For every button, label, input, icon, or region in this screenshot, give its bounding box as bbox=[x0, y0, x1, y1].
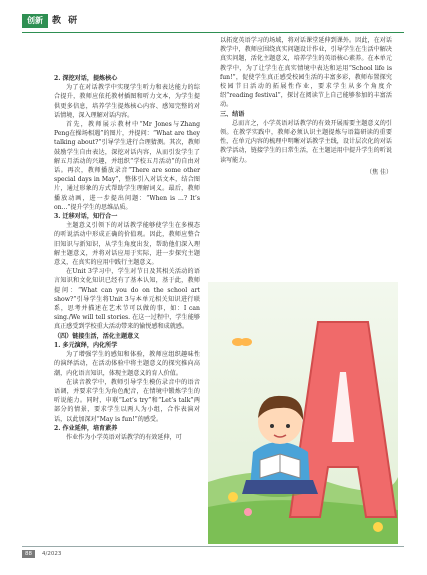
author-signature: （焦 佳） bbox=[366, 168, 392, 176]
page-header bbox=[22, 10, 404, 36]
paragraph: 为了增强学生的感知和体验，教师应组织趣味性的演绎活动，在活动体验中将主题意义的探究推向高潮，内化语言知识，体现主题意义的育人价值。 bbox=[54, 351, 200, 377]
paragraph: 首先，教师展示教材中“Mr Jones与Zhang Peng在操场相遇”的图片，并提问：“What are they talking about?”引导学生进行合理猜测。其次，教师鼓励学生自由表达，深挖对话内容，从而引发学生了解五月活动的兴趣，并组织“学校五月活动”的自由对话。再次，教师播放录音“There are some other special days in May”，整体引入对话文本，结合图片，通过形象的方式帮助学生理解词义。最后，教师播放动画，进一步提出问题：“When is ...? It’s on...”提升学生的思维品质。 bbox=[54, 121, 200, 211]
page-footer bbox=[22, 546, 404, 560]
section-heading: 2. 深挖对话，提炼核心 bbox=[54, 75, 118, 82]
flower-icon bbox=[373, 522, 383, 532]
flower-icon bbox=[228, 492, 238, 502]
issue-number: 4/2023 bbox=[42, 551, 62, 557]
header-divider bbox=[22, 32, 404, 33]
section-heading: 三、结语 bbox=[220, 110, 245, 118]
column-badge: 创新 bbox=[22, 14, 48, 28]
paragraph: 作业作为小学英语对话教学的有效延伸，可 bbox=[66, 433, 182, 441]
subsection-heading: 2. 作业延伸，培育素养 bbox=[54, 424, 118, 432]
paragraph: 总而言之，小学英语对话教学的有效开展需要主题意义的引领。在教学实践中，教师必须认识主题提炼与语篇研读的重要性，在单元内容的梳理中明晰对话教学主线，设计层次化的对话教学活动，链接学生的日常生活，在主题运用中提升学生的听说读写能力。 bbox=[220, 119, 392, 164]
paragraph: 在读音教学中，教师引导学生模仿录音中的语音语调，并要求学生为角色配音，在情境中锻炼学生的听说能力。同时，申联“Let’s try”和“Let’s talk”两部分的情景，要求学生以两人为小组，合作表演对话，以此加深对“May is fun!”的感受。 bbox=[54, 378, 200, 423]
page-number: 88 bbox=[22, 550, 35, 558]
paragraph: 以拓宽英语学习的场域，将对话课堂延伸到课外。因此，在对话教学中，教师应围绕真实问题设计作业，引导学生在生活中解决真实问题，活化主题意义，培养学生的英语核心素养。在本单元教学中，为了让学生在真实情境中表达和运用“School life is fun!”，促使学生真正感受校园生活的丰富多彩，教师布置探究校园节日活动的拓展性作业，要求学生从多个角度介绍“reading festival”，探讨在阅读节上自己能够参加的丰富活动。 bbox=[220, 37, 392, 109]
flower-icon bbox=[244, 508, 252, 516]
subsection-heading: 1. 多元演绎，内化所学 bbox=[54, 341, 118, 349]
paragraph: 为了在对话教学中实现学生听力和表达能力的综合提升，教师应依托教材插图和听力文本，为学生提供更多信息，培养学生提炼核心内容、感知完整的对话情境，深入理解对话内容。 bbox=[54, 84, 200, 119]
right-column bbox=[220, 36, 392, 177]
paragraph: 主题意义引领下的对话教学能够使学生在多模态的听说活动中形成正确的价值观。因此，教师应整合旧知识与新知识，从学生角度出发，帮助他们深入理解主题意义，并将对话应用于实际，进一步探究主题意义，在真实的应用中践行主题意义。 bbox=[54, 222, 200, 267]
column-title: 教 研 bbox=[52, 16, 80, 26]
paragraph: 在Unit 3学习中，学生对节日及其相关活动的语言知识和文化知识已经有了基本认知，基于此，教师提问：“What can you do on the school art show?”引导学生将Unit 3与本单元相关知识进行联系，思考并描述在艺术节可以做的事，如：I can sing./We will tell stories. 在这一过程中，学生能够真正感受到学校重大活动带来的愉悦感和成就感。 bbox=[54, 268, 200, 331]
illustration-svg bbox=[208, 282, 398, 544]
footer-divider bbox=[22, 546, 404, 547]
boy-pants bbox=[242, 480, 318, 494]
section-heading: （四）链接生活，活化主题意义 bbox=[54, 332, 140, 340]
reading-boy-illustration bbox=[208, 282, 398, 544]
section-heading: 3. 迁移对话，知行合一 bbox=[54, 213, 118, 221]
left-column bbox=[54, 74, 200, 442]
